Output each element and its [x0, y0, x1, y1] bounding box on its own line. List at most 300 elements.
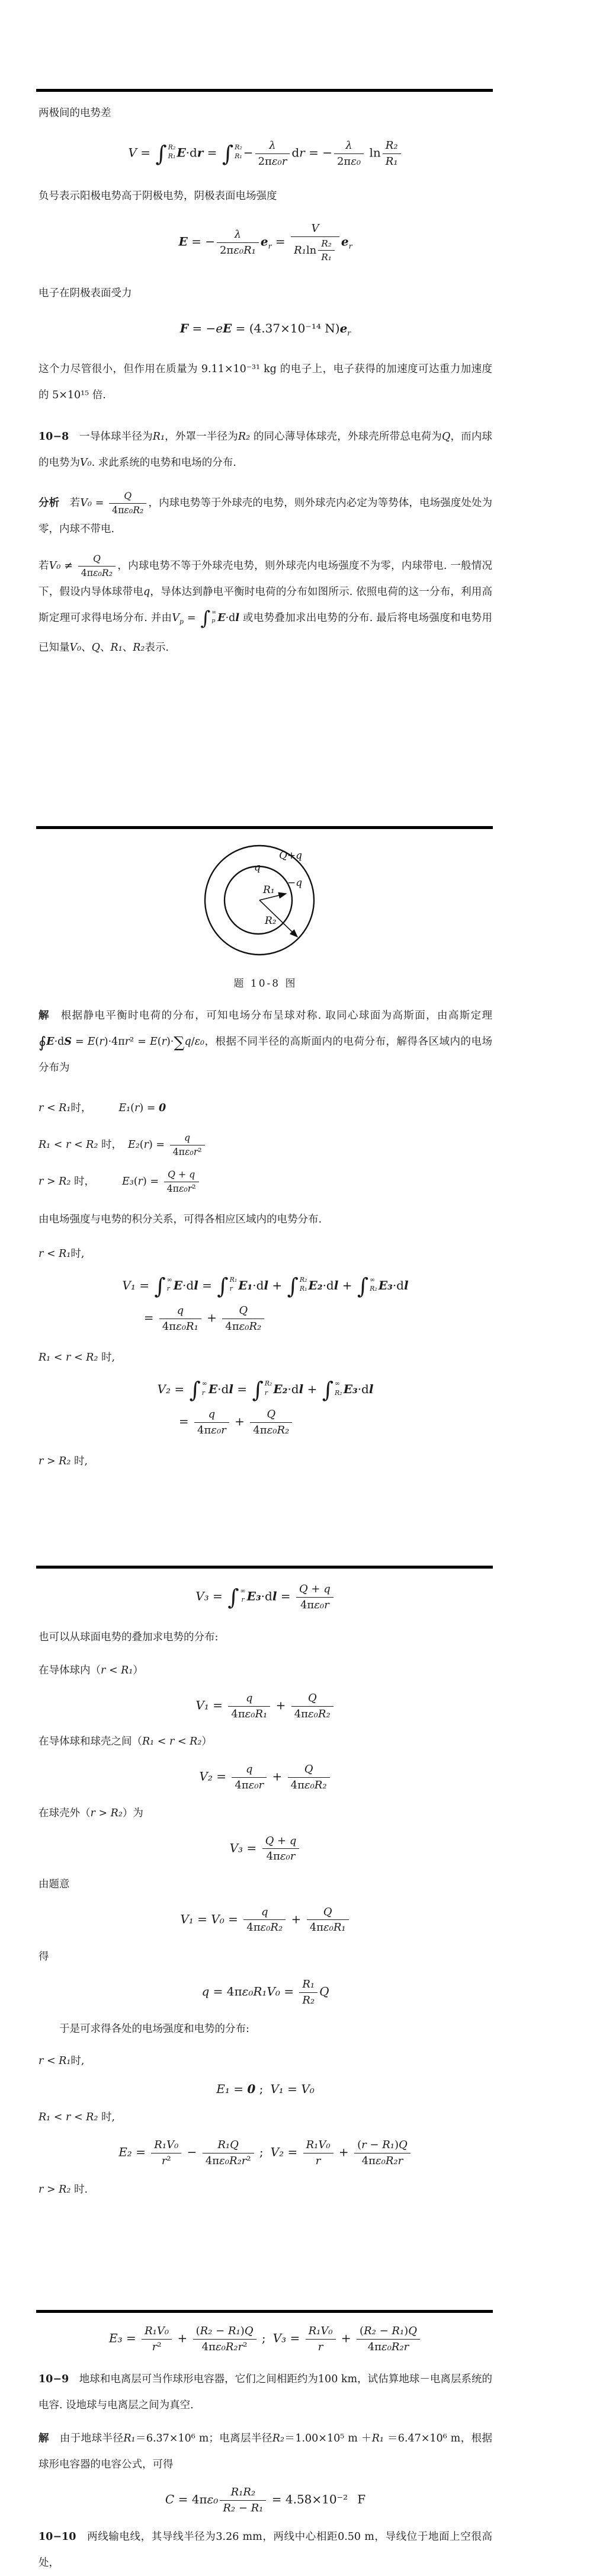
- fraction: [159, 1304, 201, 1333]
- math-vector: 0: [247, 2082, 256, 2097]
- case-line: [39, 1800, 492, 1826]
- math-text: −: [212, 2325, 228, 2337]
- fraction: [255, 139, 290, 168]
- math-var: r: [66, 1352, 71, 1364]
- math-text: 4π: [235, 1778, 249, 1791]
- math-text: ＝6.47×10⁶ m，根据球形电容器的电容公式，可得: [39, 2433, 493, 2471]
- math-text: 4π: [253, 1423, 267, 1436]
- fraction: [291, 1692, 334, 1720]
- math-text: +: [274, 1834, 290, 1847]
- fraction: [307, 1906, 349, 1934]
- math-text: 时,: [70, 2055, 85, 2068]
- integral-icon: [200, 609, 216, 628]
- denominator: [78, 567, 116, 579]
- math-var: ε₀R₂r: [215, 2340, 243, 2353]
- math-text: =: [277, 1589, 294, 1604]
- math-text: ）: [201, 1736, 212, 1748]
- math-var: R₂: [223, 2501, 236, 2514]
- math-vector: S: [64, 1036, 72, 1048]
- math-var: R₁: [39, 1139, 51, 1151]
- page-separator: [36, 2310, 493, 2313]
- sphere-charge-label: q: [254, 862, 261, 873]
- math-var: E: [149, 1036, 158, 1048]
- math-text: 4π: [81, 567, 94, 579]
- math-var: Q: [399, 2139, 408, 2152]
- equation-v1-integral: [39, 1275, 492, 1333]
- math-var: ε₀r: [314, 1598, 329, 1611]
- math-var: ε₀r: [184, 1146, 198, 1157]
- math-text: 时.: [70, 2184, 88, 2196]
- math-var: r: [318, 2340, 323, 2353]
- denominator: [296, 1598, 334, 1612]
- math-var: Q: [299, 1583, 308, 1595]
- math-var: R₁: [39, 1352, 51, 1364]
- numerator: [243, 1906, 286, 1921]
- math-var: V₀: [49, 560, 61, 572]
- math-var: V₁: [180, 1912, 194, 1927]
- math-text: 表示.: [145, 642, 169, 654]
- equation-field-at-cathode: [39, 222, 492, 263]
- math-text: 、: [122, 642, 133, 654]
- math-vector: E₂: [273, 1382, 288, 1397]
- math-var: ε₀R₂: [93, 567, 113, 579]
- page-1: [0, 100, 590, 826]
- math-vector: E: [177, 145, 186, 160]
- upper-limit: R₂: [235, 143, 242, 151]
- math-subscript: p: [179, 617, 184, 626]
- math-vector: 0: [159, 1102, 166, 1114]
- case-line: [39, 1657, 492, 1684]
- math-var: r: [161, 1036, 166, 1048]
- math-text: ≠: [60, 560, 76, 572]
- inner-surface-charge-label: −q: [287, 877, 303, 889]
- numerator: [318, 238, 335, 251]
- outer-charge-label: Q+q: [279, 850, 303, 862]
- math-vector: E: [217, 612, 226, 625]
- analysis-paragraph: [39, 553, 492, 661]
- math-text: −: [183, 2145, 201, 2159]
- math-var: q: [323, 1583, 331, 1595]
- upper-limit: ∞: [370, 1276, 376, 1284]
- math-text: )·4π: [104, 1036, 125, 1048]
- numerator: [307, 1906, 349, 1921]
- math-var: V: [128, 145, 137, 160]
- math-var: q: [201, 1984, 210, 1999]
- math-var: E₂: [127, 1139, 140, 1151]
- big-operator-icon: ∮: [39, 1033, 47, 1051]
- math-var: r: [90, 1807, 95, 1819]
- math-var: ε₀R₂: [267, 1423, 290, 1436]
- upper-limit: R₂: [264, 1380, 272, 1388]
- denominator: [291, 237, 339, 263]
- math-vector: E: [173, 1278, 183, 1292]
- fraction: [334, 139, 364, 168]
- math-text: 时，: [70, 1102, 92, 1114]
- numerator: [288, 1763, 330, 1778]
- math-var: ε₀R₂: [260, 1921, 283, 1934]
- math-text: −: [235, 2501, 251, 2514]
- math-var: V₀: [211, 1912, 225, 1927]
- math-vector: l: [264, 1278, 269, 1292]
- integral-icon: [322, 1379, 342, 1401]
- math-var: V: [172, 612, 179, 625]
- lower-limit: R₁: [168, 152, 176, 160]
- integral-limits: [233, 143, 242, 161]
- denominator: [203, 2153, 254, 2168]
- label: 10−8: [39, 431, 69, 443]
- math-var: ε₀R₂r: [375, 2154, 403, 2167]
- denominator: [193, 2340, 256, 2354]
- math-text: = 4π: [174, 2492, 207, 2507]
- integral-sign-icon: ∫: [252, 1377, 264, 1403]
- denominator: [243, 1920, 286, 1934]
- math-var: ε₀R₂r: [219, 2154, 247, 2167]
- math-text: 时，: [70, 1176, 95, 1188]
- math-text: 由电场强度与电势的积分关系，可得各相应区域内的电势分布.: [39, 1214, 322, 1225]
- math-vector: e: [339, 321, 348, 336]
- denominator: [288, 1778, 330, 1792]
- math-vector: l: [334, 1278, 339, 1292]
- denominator: [357, 2340, 420, 2354]
- math-text: 根据静电平衡时电荷的分布，可知电场分布呈球对称. 取同心球面为高斯面，由高斯定理: [49, 1010, 496, 1022]
- case-line: [39, 2104, 492, 2130]
- math-var: ε₀r: [280, 1850, 296, 1863]
- math-vector: l: [272, 1589, 277, 1604]
- math-var: ε₀r: [248, 1778, 264, 1791]
- math-vector: F: [179, 321, 188, 336]
- lower-limit: R₁: [299, 1285, 307, 1293]
- math-text: =: [92, 497, 108, 510]
- math-text: <: [70, 1139, 86, 1151]
- denominator: [164, 1182, 199, 1195]
- fraction: [383, 139, 401, 168]
- integral-icon: [155, 140, 176, 167]
- math-var: R₂: [385, 139, 398, 152]
- equation-group: [158, 1379, 374, 1436]
- math-var: Q: [239, 1304, 248, 1317]
- math-text: 或电势叠加求出电势的分布. 最后将电场强度和电势用已知量: [39, 612, 493, 654]
- case-line: [39, 1132, 492, 1158]
- math-var: R₁V₀: [154, 2139, 179, 2152]
- math-vector: l: [194, 1278, 198, 1292]
- math-text: <: [50, 1352, 66, 1364]
- equation-group: [122, 1275, 408, 1333]
- math-var: r: [39, 2184, 44, 2196]
- math-text: 4π: [246, 1921, 261, 1934]
- math-text: ·d: [392, 1278, 404, 1292]
- math-text: 也可以从球面电势的叠加求电势的分布:: [39, 1631, 219, 1644]
- math-vector: l: [229, 1382, 233, 1397]
- equation-boundary-condition: [39, 1906, 492, 1934]
- math-var: ε₀R₁V₀: [242, 1984, 280, 1999]
- math-text: ·d: [287, 1382, 299, 1397]
- math-var: Q: [307, 1692, 317, 1705]
- math-vector: l: [235, 612, 240, 625]
- math-text: 4π: [300, 1598, 315, 1611]
- numerator: [299, 1978, 318, 1993]
- numerator: [228, 1692, 270, 1707]
- math-text: <: [43, 2055, 59, 2068]
- equation-region1-result: [39, 2081, 492, 2097]
- math-text: 在球壳外（: [39, 1807, 91, 1819]
- math-var: R₂: [86, 1139, 98, 1151]
- fraction: [78, 553, 116, 579]
- denominator: [303, 2153, 334, 2168]
- math-var: Q: [408, 2325, 417, 2337]
- numerator: [222, 1304, 264, 1319]
- integral-icon: [154, 1275, 172, 1297]
- math-text: = −: [188, 321, 216, 336]
- denominator: [299, 1993, 318, 2007]
- math-text: +: [268, 1278, 286, 1292]
- math-var: ε₀r: [271, 155, 287, 168]
- math-var: R₂: [59, 1176, 71, 1188]
- fraction: [291, 222, 339, 263]
- math-var: Q: [167, 1169, 175, 1180]
- fraction: [243, 1906, 286, 1934]
- math-var: q: [184, 1036, 191, 1048]
- upper-limit: ∞: [201, 1380, 207, 1388]
- integral-sign-icon: ∫: [222, 140, 234, 167]
- r2-label: R₂: [265, 915, 277, 927]
- math-text: )·: [166, 1036, 174, 1048]
- math-text: 负号表示阳极电势高于阴极电势，阴极表面电场强度: [39, 190, 277, 203]
- math-text: <: [70, 2111, 86, 2124]
- math-vector: l: [368, 1382, 374, 1397]
- math-var: r: [99, 1036, 104, 1048]
- upper-limit: R₂: [299, 1276, 307, 1284]
- math-text: 4π: [205, 2154, 220, 2167]
- numerator: [109, 491, 146, 504]
- math-text: (: [95, 1036, 100, 1048]
- math-var: q: [177, 1304, 184, 1317]
- math-subscript: r: [268, 241, 272, 251]
- math-var: λ: [345, 139, 352, 152]
- math-text: 4π: [162, 1320, 177, 1333]
- page-2: [0, 841, 590, 1566]
- math-text: >: [43, 1455, 59, 1468]
- numerator: [194, 1408, 229, 1423]
- integral-limits: [201, 1379, 207, 1397]
- math-text: 的同心薄导体球壳，外球壳所带总电荷为: [250, 431, 442, 443]
- math-var: R₂: [59, 1455, 71, 1468]
- math-text: ) =: [148, 1139, 168, 1151]
- equation-region3-result: [39, 2325, 492, 2353]
- math-text: <: [43, 1102, 59, 1114]
- math-text: ²: [166, 2154, 171, 2167]
- equation-region2-result: [39, 2139, 492, 2167]
- math-var: R₂: [190, 1736, 202, 1748]
- integral-icon: [217, 1275, 237, 1297]
- math-subscript: r: [348, 241, 352, 251]
- integral-sign-icon: ∫: [227, 1584, 239, 1610]
- math-text: ，内球电势不等于外球壳电势，则外球壳内电场强度不为零，内球带电. 一般情况下，假设内导体球带电: [39, 560, 493, 599]
- math-var: R₁: [110, 642, 123, 654]
- integral-sign-icon: ∫: [217, 1273, 229, 1299]
- math-var: C: [165, 2492, 175, 2507]
- math-var: V₂: [157, 1382, 171, 1397]
- math-text: =: [224, 1912, 242, 1927]
- denominator: [262, 1849, 300, 1863]
- math-text: = −: [187, 234, 215, 249]
- denominator: [307, 1920, 349, 1934]
- math-text: +: [337, 2331, 355, 2345]
- lower-limit: r: [229, 1285, 233, 1293]
- analysis-paragraph: [39, 490, 492, 542]
- math-text: 4π: [294, 1707, 309, 1720]
- math-var: R₁: [251, 2501, 264, 2514]
- math-text: = −: [304, 145, 332, 160]
- math-vector: E: [223, 321, 232, 336]
- math-text: 时,: [98, 1352, 116, 1364]
- problem-10-10: [39, 2524, 492, 2576]
- math-var: R₁: [123, 2433, 136, 2445]
- math-var: V₀: [301, 2082, 315, 2097]
- math-text: <: [43, 1248, 59, 1260]
- math-text: 4π: [112, 504, 124, 516]
- integral-icon: [189, 1379, 207, 1401]
- math-text: 4π: [361, 2154, 376, 2167]
- math-text: ＝1.00×10⁵ m ＋: [284, 2433, 372, 2445]
- denominator: [291, 1707, 334, 1721]
- case-line: [39, 1345, 492, 1371]
- figure-caption: 题 10-8 图: [233, 978, 297, 990]
- math-var: V₃: [229, 1841, 243, 1855]
- math-var: V₃: [272, 2331, 287, 2345]
- math-text: 若: [59, 497, 81, 510]
- integral-sign-icon: ∫: [200, 607, 211, 630]
- integral-limits: [229, 1275, 238, 1293]
- math-text: 4π: [367, 2340, 382, 2353]
- paragraph: [39, 1624, 492, 1650]
- math-var: r: [101, 1665, 106, 1677]
- math-text: 2π: [336, 155, 351, 168]
- math-text: +: [338, 1278, 356, 1292]
- math-text: −: [366, 2139, 383, 2152]
- math-text: 地球和电离层可当作球形电容器，它们之间相距约为100 km，试估算地球－电离层系统的电容. 设地球与电离层之间为真空.: [39, 2373, 492, 2412]
- math-var: R₁: [152, 431, 165, 443]
- math-var: r: [124, 1036, 130, 1048]
- math-var: r: [66, 2111, 71, 2124]
- math-text: ² =: [130, 1036, 150, 1048]
- paragraph: [39, 280, 492, 306]
- big-operator-icon: ∑: [174, 1033, 185, 1051]
- math-text: <: [70, 1352, 86, 1364]
- math-var: ε₀r: [178, 1183, 193, 1194]
- math-var: Q: [244, 2325, 254, 2337]
- numerator: [303, 2139, 334, 2153]
- math-var: R₁V₀: [308, 2325, 333, 2337]
- numerator: [142, 2325, 172, 2340]
- numerator: [193, 2325, 256, 2340]
- page-4: [0, 2325, 590, 2569]
- lower-limit: r: [166, 1285, 170, 1293]
- paragraph: [39, 1944, 492, 1970]
- math-var: R₂: [110, 1807, 123, 1819]
- denominator: [318, 251, 335, 263]
- fraction: [318, 238, 335, 263]
- integral-limits: [334, 1379, 342, 1397]
- math-var: R₂: [238, 431, 251, 443]
- math-var: R₂: [86, 2111, 98, 2124]
- lower-limit: R₂: [334, 1388, 342, 1397]
- label: 解: [39, 2433, 49, 2445]
- math-text: 时,: [70, 1248, 85, 1260]
- math-var: q: [245, 1763, 253, 1776]
- lower-limit: r: [264, 1388, 268, 1397]
- math-var: R₁: [321, 252, 332, 263]
- math-text: ·d: [217, 1382, 229, 1397]
- fraction: [220, 2486, 266, 2514]
- page-separator: [36, 89, 493, 92]
- math-var: r: [39, 1248, 44, 1260]
- math-text: ，而内球的电势为: [39, 431, 493, 469]
- fraction: [193, 2325, 256, 2353]
- fraction: [228, 1692, 270, 1720]
- math-text: =: [209, 1589, 227, 1604]
- math-var: R₁: [142, 1736, 155, 1748]
- math-text: 4π: [172, 1146, 185, 1157]
- problem-10-8: [39, 424, 492, 476]
- math-text: 时，: [98, 1139, 122, 1151]
- math-text: =: [122, 2331, 140, 2345]
- math-var: R₁: [392, 2325, 405, 2337]
- numerator: [306, 2325, 336, 2340]
- math-var: r: [39, 1102, 44, 1114]
- fraction: [250, 1408, 292, 1436]
- case-line: [39, 1729, 492, 1755]
- math-text: 两极间的电势差: [39, 107, 111, 119]
- integral-limits: [264, 1379, 272, 1397]
- math-text: 时,: [70, 1455, 88, 1468]
- math-text: =: [170, 1382, 188, 1397]
- denominator: [142, 2340, 172, 2354]
- math-text: +: [335, 2145, 353, 2159]
- math-text: = 4π: [209, 1984, 242, 1999]
- math-var: ε₀: [351, 155, 361, 168]
- math-text: (: [360, 2325, 364, 2337]
- math-var: ε₀r: [211, 1423, 226, 1436]
- math-text: ;: [255, 2082, 264, 2097]
- math-var: r: [134, 1102, 140, 1114]
- math-text: ·d: [54, 1036, 65, 1048]
- math-text: ）: [133, 1665, 143, 1677]
- math-var: r: [361, 2139, 367, 2152]
- fraction: [288, 1763, 330, 1791]
- math-text: ·d: [252, 1278, 264, 1292]
- math-text: . 求此系统的电势和电场的分布.: [91, 457, 236, 469]
- math-text: ·d: [261, 1589, 272, 1604]
- case-line: [39, 1448, 492, 1474]
- denominator: [159, 1319, 201, 1333]
- math-var: ε₀: [194, 1036, 204, 1048]
- math-var: R₂: [200, 2325, 213, 2337]
- math-var: R₂: [86, 1352, 98, 1364]
- numerator: [357, 2325, 420, 2340]
- math-vector: l: [404, 1278, 409, 1292]
- math-text: /: [191, 1036, 195, 1048]
- math-var: E₂: [118, 2145, 132, 2159]
- numerator: [291, 1692, 334, 1707]
- math-vector: r: [197, 145, 204, 160]
- fraction: [306, 2325, 336, 2353]
- math-text: 于是可求得各处的电场强度和电势的分布:: [39, 2023, 249, 2036]
- math-text: 2π: [219, 244, 234, 257]
- math-text: +: [230, 1414, 249, 1429]
- math-var: ε₀R₁: [323, 1921, 346, 1934]
- denominator: [334, 154, 364, 168]
- upper-limit: R₂: [168, 143, 176, 151]
